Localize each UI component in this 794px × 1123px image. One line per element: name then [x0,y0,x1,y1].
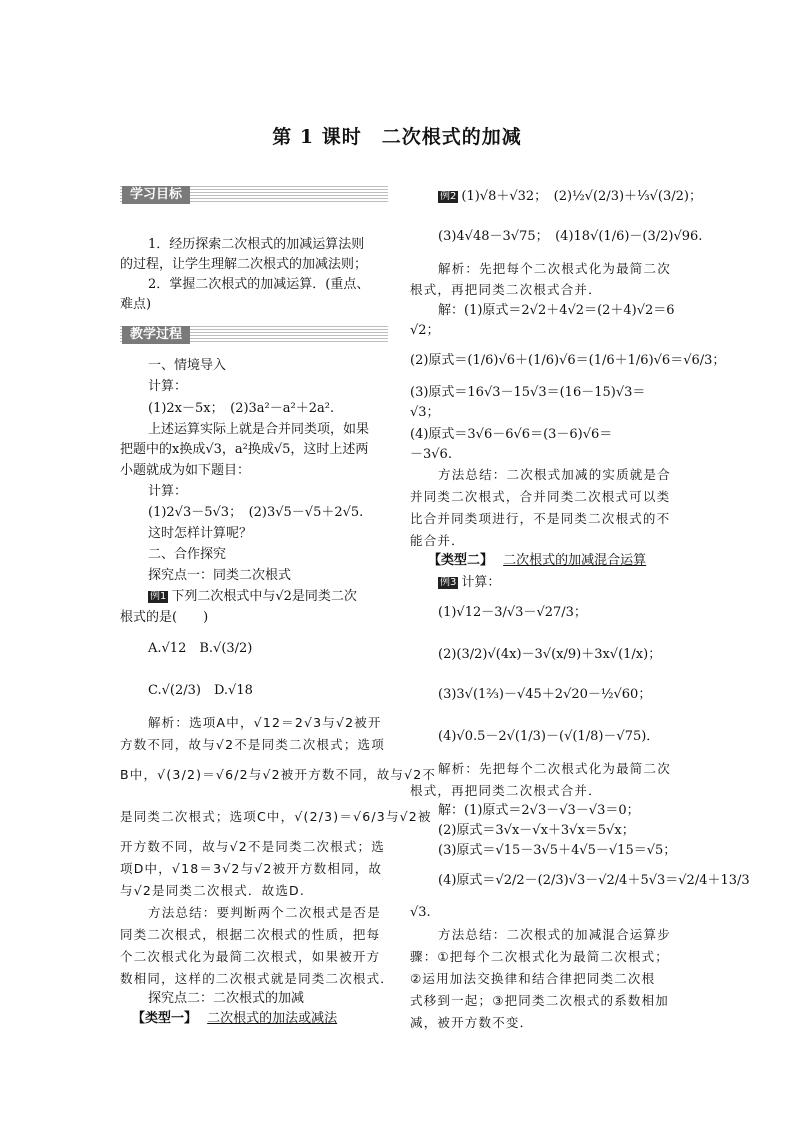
solution-line: 解：(1)原式＝2√3－√3－√3＝0； [438,803,640,818]
solution-line: (2)原式＝3√x－√x＋3√x＝5√x； [438,823,635,838]
analysis-line: 解析：先把每个二次根式化为最简二次 [438,261,671,276]
solution-line: √3. [410,905,431,920]
summary-line: 能合并． [410,533,465,548]
math-line: (1)√12－3/√3－√27/3； [438,605,587,620]
summary-line: 骤：①把每个二次根式化为最简二次根式； [410,949,670,964]
type-title: 二次根式的加法或减法 [207,1011,338,1026]
summary-line: 减，被开方数不变． [410,1015,534,1030]
summary-line: 式移到一起；③把同类二次根式的系数相加 [410,993,670,1008]
text-line: 探究点二：二次根式的加减 [148,991,305,1006]
solution-line: (3)原式＝√15－3√5＋4√5－√15＝√5； [438,843,677,858]
analysis-line: 解析：选项A中，√12＝2√3与√2被开 [148,715,382,730]
choice-line: C.√(2/3) D.√18 [148,683,253,698]
page-title: 第 1 课时 二次根式的加减 [272,126,522,148]
example-badge: 例1 [150,591,167,602]
goal-line: 的过程，让学生理解二次根式的加减法则； [120,257,368,272]
solution-line: (4)原式＝√2/2－(2/3)√3－√2/4＋5√3＝√2/4＋13/3 [438,873,750,888]
solution-line: √3； [410,405,440,420]
summary-line: 方法总结：要判断两个二次根式是否是 [148,905,381,920]
goal-line: 难点) [120,297,152,312]
example-1-line: 例1 下列二次根式中与√2是同类二次 [150,589,357,604]
text-line: 二、合作探究 [148,547,227,562]
analysis-line: 与√2是同类二次根式．故选D. [120,883,306,898]
analysis-line: 开方数不同，故与√2不是同类二次根式；选 [120,839,385,854]
summary-line: 并同类二次根式，合并同类二次根式可以类 [410,489,671,504]
math-line: (1)2x－5x； (2)3a²－a²＋2a². [148,401,335,416]
example-2-line: 例2 (1)√8＋√32； (2)½√(2/3)＋⅓√(3/2)； [440,189,702,204]
text-line: 小题就成为如下题目： [120,463,251,478]
type-title: 二次根式的加减混合运算 [503,553,647,568]
summary-line: 同类二次根式，根据二次根式的性质，把每 [120,927,381,942]
goal-line: 2．掌握二次根式的加减运算．(重点、 [148,277,370,292]
summary-line: ②运用加法交换律和结合律把同类二次根 [410,971,656,986]
text-line: 这时怎样计算呢？ [148,526,253,541]
type-tag: 【类型二】 [428,553,494,568]
math-line: (2)(3/2)√(4x)－3√(x/9)＋3x√(1/x)； [438,647,662,662]
section-header-process: 教学过程 [120,326,388,344]
text-line: 把题中的x换成√3，a²换成√5，这时上述两 [120,442,369,457]
solution-line: －3√6. [410,447,452,462]
math-line: (1)2√3－5√3； (2)3√5－√5＋2√5. [148,505,364,520]
solution-line: (2)原式＝(1/6)√6＋(1/6)√6＝(1/6＋1/6)√6＝√6/3； [410,353,726,368]
analysis-line: 解析：先把每个二次根式化为最简二次 [438,761,671,776]
text-line: 计算： [148,379,188,394]
type-tag: 【类型一】 [132,1011,198,1026]
math-line: (3)3√(1⅔)－√45＋2√20－½√60； [438,687,652,702]
analysis-line: 方数不同，故与√2不是同类二次根式；选项 [120,737,385,752]
analysis-line: 项D中，√18＝3√2与√2被开方数相同，故 [120,861,383,876]
example-3-line: 例3 计算： [440,575,501,590]
summary-line: 方法总结：二次根式加减的实质就是合 [438,467,671,482]
solution-line: (3)原式＝16√3－15√3＝(16－15)√3＝ [410,385,646,400]
solution-line: √2； [410,323,440,338]
goal-line: 1．经历探索二次根式的加减运算法则 [148,237,365,252]
example-badge: 例3 [440,577,457,588]
text-line: 根式的是( ) [120,610,209,625]
example-badge: 例2 [440,191,457,202]
math-line: (3)4√48－3√75； (4)18√(1/6)－(3/2)√96. [438,229,703,244]
type-heading [132,1010,337,1028]
analysis-line: 根式，再把同类二次根式合并． [410,282,602,297]
solution-line: 解：(1)原式＝2√2＋4√2＝(2＋4)√2＝6 [438,303,675,318]
summary-line: 方法总结：二次根式的加减混合运算步 [438,927,671,942]
summary-line: 数相同，这样的二次根式就是同类二次根式． [120,971,395,986]
section-header-goals: 学习目标 [120,186,388,204]
choice-line: A.√12 B.√(3/2) [148,641,253,656]
solution-line: (4)原式＝3√6－6√6＝(3－6)√6＝ [410,427,613,442]
analysis-line: B中，√(3/2)＝√6/2与√2被开方数不同，故与√2不 [120,767,437,782]
analysis-line: 根式，再把同类二次根式合并． [410,783,602,798]
math-line: (4)√0.5－2√(1/3)－(√(1/8)－√75)． [438,729,660,744]
text-line: 计算： [148,484,188,499]
text-line: 上述运算实际上就是合并同类项，如果 [148,422,370,437]
summary-line: 个二次根式化为最简二次根式，如果被开方 [120,949,381,964]
text-line: 一、情境导入 [148,358,227,373]
type-heading [428,552,646,570]
summary-line: 比合并同类项进行，不是同类二次根式的不 [410,511,671,526]
analysis-line: 是同类二次根式；选项C中，√(2/3)＝√6/3与√2被 [120,809,432,824]
text-line: 探究点一：同类二次根式 [148,568,292,583]
